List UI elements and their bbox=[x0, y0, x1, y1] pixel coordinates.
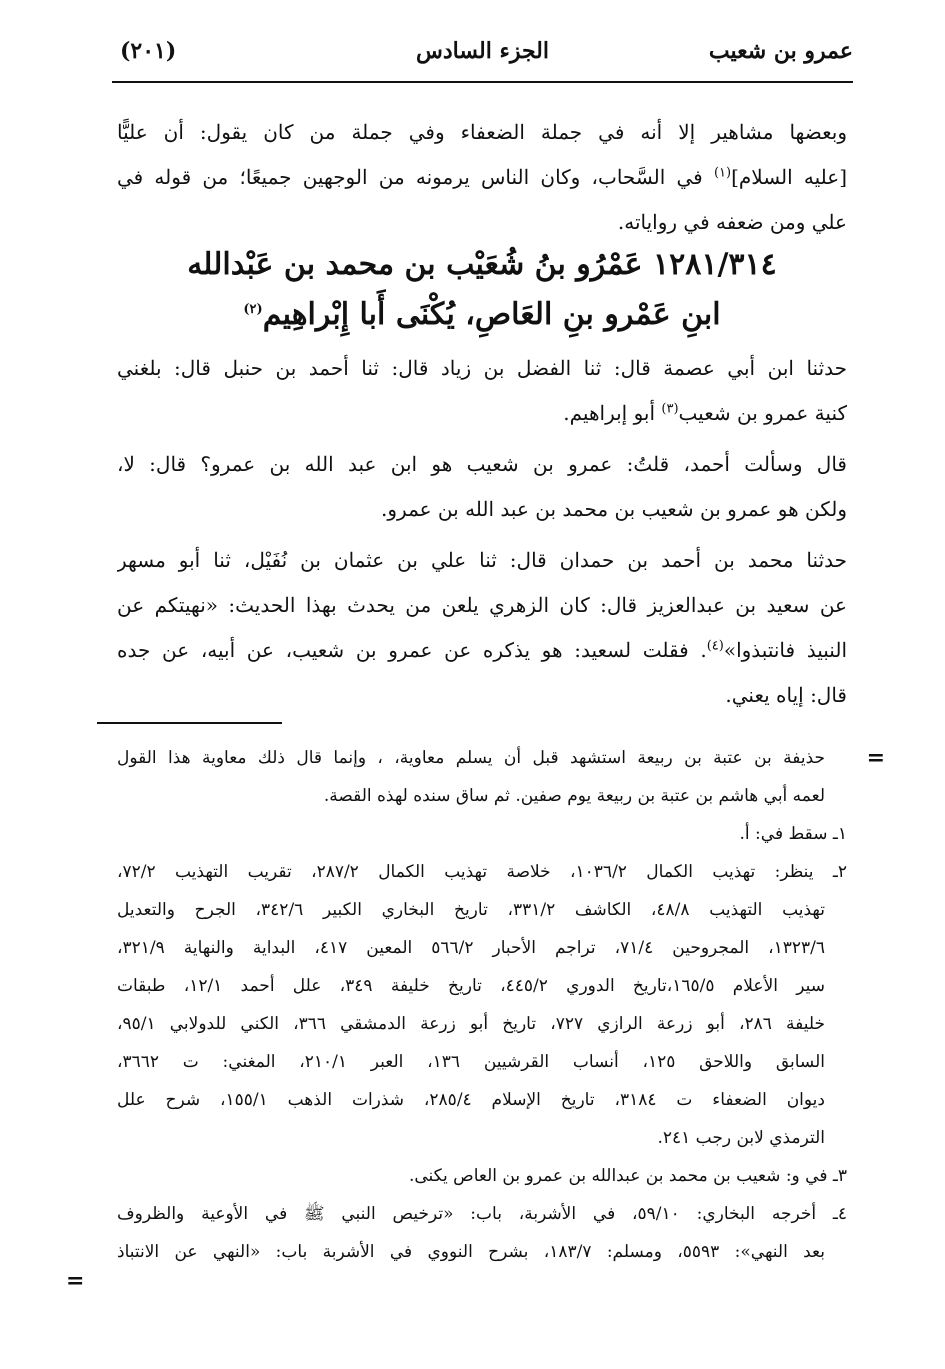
p3-line-3-a: النبيذ فانتبذوا» bbox=[723, 638, 847, 662]
p1-line-2-b: أبو إبراهيم. bbox=[563, 401, 662, 425]
page-number: (٢٠١) bbox=[120, 38, 177, 64]
p1-line-1: حدثنا ابن أبي عصمة قال: ثنا الفضل بن زياد قال: ثنا أحمد بن حنبل قال: بلغني bbox=[117, 356, 847, 380]
footnote-cont-line-2: لعمه أبي هاشم بن عتبة بن ربيعة يوم صفين. ثم ساق سنده لهذه القصة. bbox=[323, 786, 825, 806]
entry-title-line-2 bbox=[117, 290, 847, 340]
footnote-continues-mark: = bbox=[66, 1268, 85, 1294]
header-volume-title: الجزء السادس bbox=[416, 38, 549, 64]
footnote-2-line-1: ٢ـ ينظر: تهذيب الكمال ١٠٣٦/٢، خلاصة تهذيب الكمال ٢٨٧/٢، تقريب التهذيب ٧٢/٢، bbox=[117, 862, 847, 882]
p1-line-2-a: كنية عمرو بن شعيب bbox=[678, 401, 847, 425]
intro-line-3: علي ومن ضعفه في رواياته. bbox=[617, 210, 847, 234]
footnote-2-line-5: خليفة ٢٨٦، أبو زرعة الرازي ٧٢٧، تاريخ أبو زرعة الدمشقي ٣٦٦، الكني للدولابي ٩٥/١، bbox=[117, 1014, 825, 1034]
footnote-1: ١ـ سقط في: أ. bbox=[739, 824, 847, 844]
footnote-ref-3: (٣) bbox=[661, 401, 679, 417]
p3-line-4: قال: إياه يعني. bbox=[725, 683, 847, 707]
footnote-3: ٣ـ في و: شعيب بن محمد بن عبدالله بن عمرو بن العاص يكنى. bbox=[408, 1166, 847, 1186]
footnote-ref-2: (٢) bbox=[243, 302, 263, 317]
footnote-2-line-2: تهذيب التهذيب ٤٨/٨، الكاشف ٣٣١/٢، تاريخ البخاري الكبير ٣٤٢/٦، الجرح والتعديل bbox=[117, 900, 825, 920]
footnote-2-line-8: الترمذي لابن رجب ٢٤١. bbox=[657, 1128, 825, 1148]
p3-line-3 bbox=[117, 628, 847, 673]
header-rule bbox=[112, 81, 853, 83]
p2-line-2: ولكن هو عمرو بن شعيب بن محمد بن عبد الله بن عمرو. bbox=[381, 497, 847, 521]
p1-line-2 bbox=[117, 391, 847, 436]
intro-paragraph bbox=[117, 110, 847, 245]
footnote-4-line-2: بعد النهي»: ٥٥٩٣، ومسلم: ١٨٣/٧، بشرح النووي في الأشربة باب: «النهي عن الانتباذ bbox=[117, 1242, 825, 1262]
intro-line-2-text: في السَّحاب، وكان الناس يرمونه من الوجهين جميعًا؛ من قوله في bbox=[117, 165, 714, 189]
bracket-phrase: [عليه السلام] bbox=[731, 165, 847, 189]
entry-title bbox=[117, 240, 847, 340]
footnote-cont-line-1: حذيفة بن عتبة بن ربيعة استشهد قبل أن يسلم معاوية، ، وإنما قال ذلك معاوية هذا القول bbox=[117, 748, 825, 768]
footnote-ref-1: (١) bbox=[713, 165, 732, 181]
p3-line-2: عن سعيد بن عبدالعزيز قال: كان الزهري يلعن من يحدث بهذا الحديث: «نهيتكم عن bbox=[117, 593, 847, 617]
footnote-4-line-1: ٤ـ أخرجه البخاري: ٥٩/١٠، في الأشربة، باب: «ترخيص النبي ﷺ في الأوعية والظروف bbox=[117, 1204, 847, 1224]
p3-line-1: حدثنا محمد بن أحمد بن حمدان قال: ثنا علي بن عثمان بن نُفَيْل، ثنا أبو مسهر bbox=[117, 548, 847, 572]
paragraph-2 bbox=[117, 442, 847, 532]
header-author-name: عمرو بن شعيب bbox=[708, 38, 853, 64]
footnote-separator bbox=[97, 722, 282, 724]
footnote-2-line-3: ١٣٢٣/٦، المجروحين ٧١/٤، تراجم الأحبار ٥٦٦/٢ المعين ٤١٧، البداية والنهاية ٣٢١/٩، bbox=[117, 938, 826, 958]
footnote-2-line-6: السابق واللاحق ١٢٥، أنساب القرشيين ١٣٦، العبر ٢١٠/١، المغني: ت ٣٦٦٢، bbox=[117, 1052, 825, 1072]
paragraph-3 bbox=[117, 538, 847, 718]
footnote-2-line-4: سير الأعلام ١٦٥/٥،تاريخ الدوري ٤٤٥/٢، تاريخ خليفة ٣٤٩، علل أحمد ١٢/١، طبقات bbox=[117, 976, 825, 996]
footnote-2-line-7: ديوان الضعفاء ت ٣١٨٤، تاريخ الإسلام ٢٨٥/٤، شذرات الذهب ١٥٥/١، شرح علل bbox=[117, 1090, 825, 1110]
entry-title-line-1: ١٢٨١/٣١٤ عَمْرُو بنُ شُعَيْب بن محمد بن عَبْدالله bbox=[187, 247, 777, 282]
paragraph-1 bbox=[117, 346, 847, 436]
intro-line-2 bbox=[117, 155, 847, 200]
p2-line-1: قال وسألت أحمد، قلتُ: عمرو بن شعيب هو ابن عبد الله بن عمرو؟ قال: لا، bbox=[117, 452, 847, 476]
footnotes bbox=[117, 739, 847, 1271]
p3-line-3-b: . فقلت لسعيد: هو يذكره عن عمرو بن شعيب، عن أبيه، عن جده bbox=[117, 638, 707, 662]
footnote-ref-4: (٤) bbox=[706, 638, 724, 654]
entry-title-line-2-text: ابنِ عَمْرو بنِ العَاصِ، يُكْنَى أَبا إِبْراهِيم bbox=[262, 297, 721, 332]
running-header bbox=[112, 38, 853, 78]
intro-line-1: وبعضها مشاهير إلا أنه في جملة الضعفاء وفي جملة من كان يقول: أن عليًّا bbox=[117, 120, 847, 144]
footnote-continued-mark: = bbox=[866, 745, 885, 771]
